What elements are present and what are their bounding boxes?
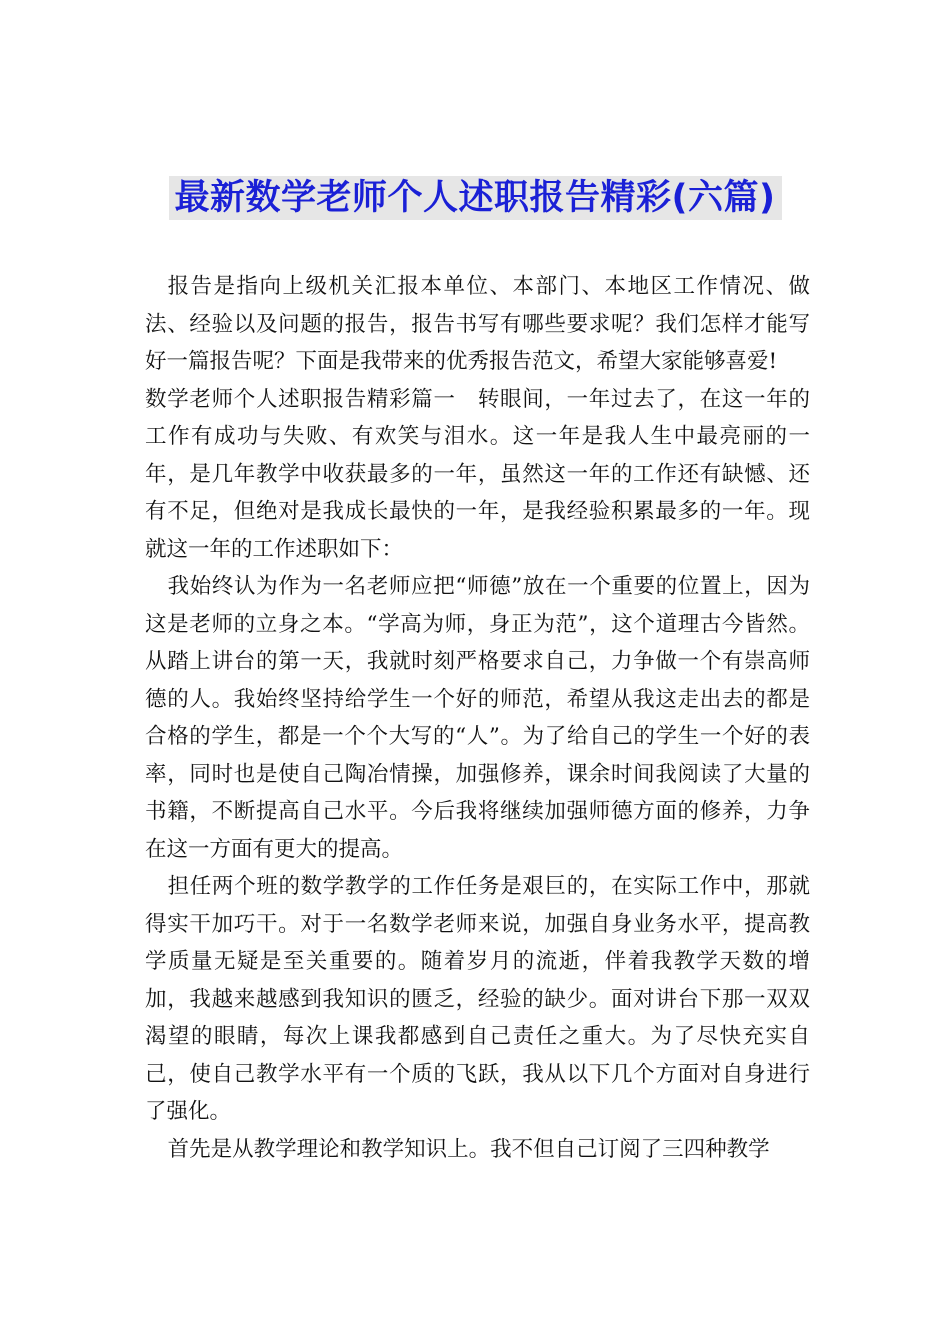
document-body	[145, 268, 810, 1168]
paragraph-teaching-theory: 首先是从教学理论和教学知识上。我不但自己订阅了三四种教学	[167, 1136, 770, 1162]
paragraph-teaching-work: 担任两个班的数学教学的工作任务是艰巨的，在实际工作中，那就得实干加巧干。对于一名数学老师来说，加强自身业务水平，提高教学质量无疑是至关重要的。随着岁月的流逝，伴着我教学天数的增加，我越来越感到我知识的匮乏，经验的缺少。面对讲台下那一双双渴望的眼睛，每次上课我都感到自己责任之重大。为了尽快充实自己，使自己教学水平有一个质的飞跃，我从以下几个方面对自身进行了强化。	[145, 874, 810, 1124]
document-title: 最新数学老师个人述职报告精彩(六篇)	[169, 176, 782, 220]
title-wrap	[0, 176, 950, 220]
paragraph-teacher-ethics: 我始终认为作为一名老师应把“师德”放在一个重要的位置上，因为这是老师的立身之本。“学高为师，身正为范”，这个道理古今皆然。从踏上讲台的第一天，我就时刻严格要求自己，力争做一个有崇高师德的人。我始终坚持给学生一个好的师范，希望从我这走出去的都是合格的学生，都是一个个大写的“人”。为了给自己的学生一个好的表率，同时也是使自己陶冶情操，加强修养，课余时间我阅读了大量的书籍，不断提高自己水平。今后我将继续加强师德方面的修养，力争在这一方面有更大的提高。	[145, 574, 810, 862]
paragraph-intro: 报告是指向上级机关汇报本单位、本部门、本地区工作情况、做法、经验以及问题的报告，报告书写有哪些要求呢？我们怎样才能写好一篇报告呢？下面是我带来的优秀报告范文，希望大家能够喜爱!	[145, 274, 810, 374]
paragraph-section-one: 数学老师个人述职报告精彩篇一 转眼间，一年过去了，在这一年的工作有成功与失败、有欢笑与泪水。这一年是我人生中最亮丽的一年，是几年教学中收获最多的一年，虽然这一年的工作还有缺憾、还有不足，但绝对是我成长最快的一年，是我经验积累最多的一年。现就这一年的工作述职如下：	[145, 386, 810, 562]
